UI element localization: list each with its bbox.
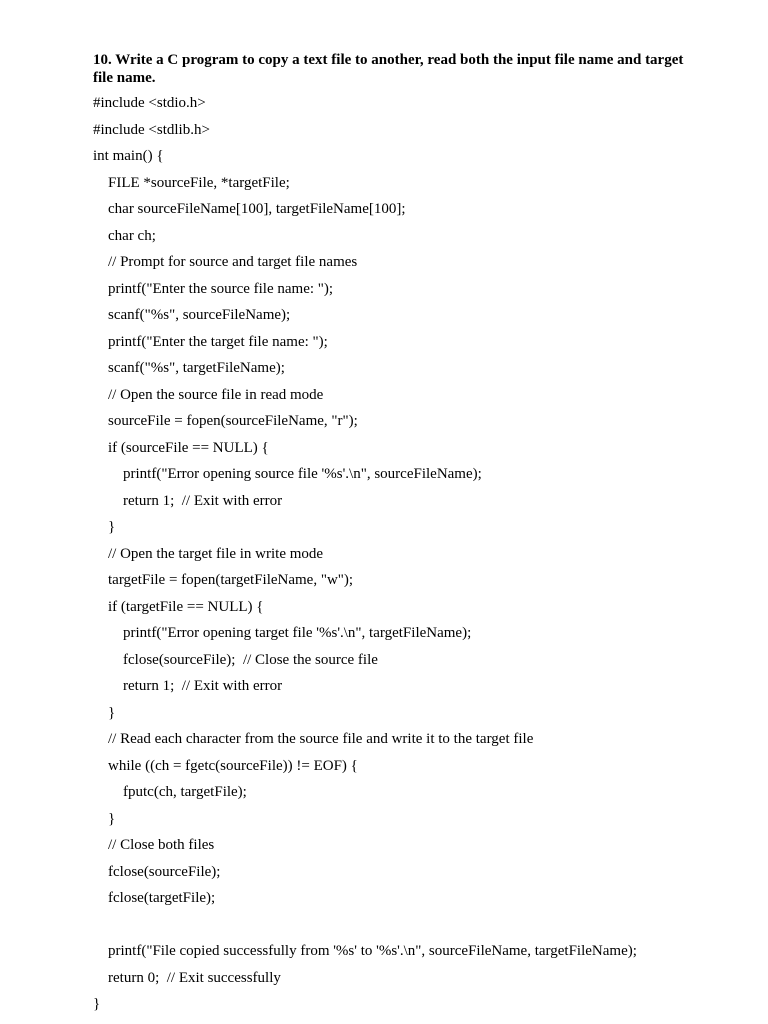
code-line: printf("Error opening target file '%s'.\n", targetFileName);	[93, 625, 472, 641]
code-line: int main() {	[93, 148, 164, 164]
code-line: }	[93, 519, 116, 535]
code-line: printf("File copied successfully from '%s' to '%s'.\n", sourceFileName, targetFileName);	[93, 943, 637, 959]
code-line: // Read each character from the source file and write it to the target file	[93, 731, 534, 747]
code-line: scanf("%s", sourceFileName);	[93, 307, 291, 323]
code-line: char sourceFileName[100], targetFileName[100];	[93, 201, 406, 217]
code-line: scanf("%s", targetFileName);	[93, 360, 285, 376]
code-line: return 1; // Exit with error	[93, 492, 283, 509]
question-heading: 10. Write a C program to copy a text file to another, read both the input file name and target file name.	[93, 52, 684, 86]
code-line: }	[93, 996, 101, 1012]
code-line: fputc(ch, targetFile);	[93, 784, 247, 800]
code-line: while ((ch = fgetc(sourceFile)) != EOF) {	[93, 757, 358, 774]
code-line: // Close both files	[93, 837, 215, 853]
code-line	[93, 916, 763, 943]
code-line: printf("Error opening source file '%s'.\n", sourceFileName);	[93, 466, 482, 482]
code-line: // Open the source file in read mode	[93, 386, 324, 403]
code-line: fclose(sourceFile);	[93, 863, 221, 880]
code-line: fclose(sourceFile); // Close the source file	[93, 651, 378, 668]
code-line: #include <stdio.h>	[93, 95, 206, 111]
code-line: targetFile = fopen(targetFileName, "w");	[93, 572, 354, 588]
code-line: FILE *sourceFile, *targetFile;	[93, 174, 290, 191]
code-listing	[93, 94, 763, 1022]
code-line: // Prompt for source and target file names	[93, 254, 358, 270]
code-line: fclose(targetFile);	[93, 890, 216, 906]
code-line: if (targetFile == NULL) {	[93, 598, 264, 615]
code-line: printf("Enter the source file name: ");	[93, 280, 334, 297]
code-line: // Open the target file in write mode	[93, 545, 324, 562]
code-line: return 0; // Exit successfully	[93, 969, 281, 986]
code-line: #include <stdlib.h>	[93, 121, 210, 138]
code-line: if (sourceFile == NULL) {	[93, 439, 269, 456]
code-line: printf("Enter the target file name: ");	[93, 333, 328, 350]
code-line: sourceFile = fopen(sourceFileName, "r");	[93, 413, 358, 429]
code-line: }	[93, 704, 116, 721]
code-line: char ch;	[93, 227, 156, 244]
code-line: return 1; // Exit with error	[93, 678, 283, 694]
code-line: }	[93, 810, 116, 827]
